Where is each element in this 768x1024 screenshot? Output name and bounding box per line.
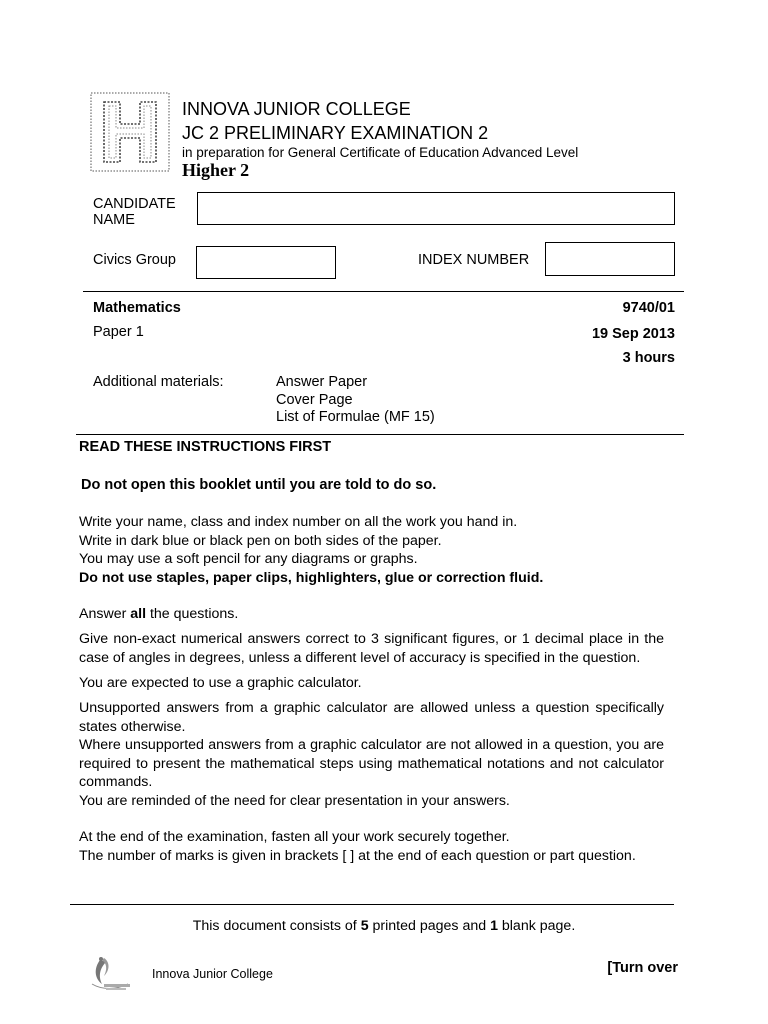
civics-group-field[interactable] [196,246,336,279]
college-crest-H-icon [90,92,170,172]
exam-date: 19 Sep 2013 [591,326,675,342]
instruction-line: You may use a soft pencil for any diagrams or graphs. [79,551,418,567]
level-title: Higher 2 [182,160,250,180]
exam-duration: 3 hours [622,350,675,366]
innova-college-logo-icon [84,954,144,994]
preparation-text: in preparation for General Certificate of Education Advanced Level [182,145,579,160]
general-instructions [79,513,664,587]
material-item: List of Formulae (MF 15) [276,409,435,425]
nonexact-text: Give non-exact numerical answers correct to 3 significant figures, or 1 decimal place in the case of angles in degrees, unless a different level of accuracy is specified in the question. [79,631,664,666]
printed-pages-count: 5 [360,918,369,934]
answer-bold: all [130,606,147,622]
divider-instructions [76,434,684,435]
paper-number: Paper 1 [93,324,144,340]
index-number-label: INDEX NUMBER [418,252,530,268]
presentation-text: You are reminded of the need for clear presentation in your answers. [79,792,510,809]
calculator-text: You are expected to use a graphic calculator. [79,675,362,691]
material-item: Cover Page [276,391,353,408]
civics-group-label: Civics Group [93,252,176,268]
nonexact-instruction [79,630,664,667]
page-count-note [0,918,768,934]
subject-name: Mathematics [93,300,181,316]
instructions-heading: READ THESE INSTRUCTIONS FIRST [79,439,332,455]
page-count-pre: This document consists of [192,918,361,934]
unsupported-text-2: Where unsupported answers from a graphic calculator are not allowed in a question, you are required to present the mathematical steps using mathematical notations and not calculator commands. [79,737,664,790]
marks-text: The number of marks is given in brackets [ ] at the end of each question or part question. [79,847,636,864]
answer-post: the questions. [146,606,239,622]
calculator-instruction [79,674,664,693]
footer-college-name: Innova Junior College [152,967,273,981]
fasten-text: At the end of the examination, fasten all your work securely together. [79,829,510,845]
instruction-line: Write your name, class and index number on all the work you hand in. [79,514,518,530]
materials-list [276,374,435,427]
additional-materials-label: Additional materials: [93,374,224,390]
page-count-mid: printed pages and [368,918,491,934]
answer-all-instruction [79,605,664,624]
answer-pre: Answer [79,606,131,622]
material-item: Answer Paper [276,374,368,390]
instruction-line: Do not use staples, paper clips, highlighters, glue or correction fluid. [79,569,544,586]
page-count-post: blank page. [497,918,576,934]
candidate-label-line1: CANDIDATE [93,196,176,212]
college-title: INNOVA JUNIOR COLLEGE [182,99,411,119]
divider-footer [70,904,674,905]
candidate-name-field[interactable] [197,192,675,225]
exam-title: JC 2 PRELIMINARY EXAMINATION 2 [182,123,489,143]
instruction-line: Write in dark blue or black pen on both sides of the paper. [79,532,442,549]
paper-code: 9740/01 [622,300,675,316]
index-number-field[interactable] [545,242,675,276]
unsupported-text-1: Unsupported answers from a graphic calculator are allowed unless a question specifically states otherwise. [79,700,664,735]
closing-instructions [79,828,664,865]
turn-over-label: [Turn over [607,960,678,976]
candidate-label-line2: NAME [93,212,135,228]
unsupported-instructions [79,699,664,810]
do-not-open-notice: Do not open this booklet until you are told to do so. [81,477,437,493]
candidate-name-label [93,196,176,228]
divider-top [83,291,684,292]
blank-pages-count: 1 [490,918,498,934]
